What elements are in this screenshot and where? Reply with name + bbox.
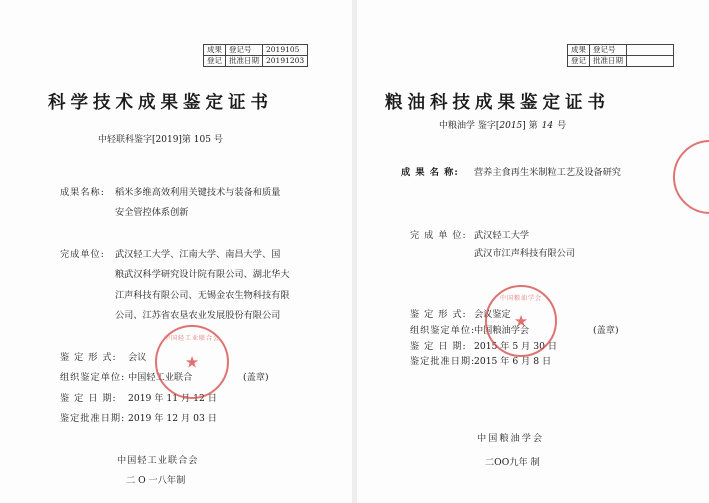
date-label: 鉴 定 日 期: [60, 393, 117, 404]
registration-table [203, 44, 308, 67]
form-label: 鉴 定 形 式: [60, 352, 117, 363]
units-label: 完 成 单 位: [410, 230, 467, 241]
registration-table [567, 44, 674, 67]
table-cell: 20191203 [263, 56, 308, 67]
table-row [568, 56, 674, 67]
approve-date-value: 2019 年 12 月 03 日 [128, 413, 217, 424]
org-label: 组织鉴定单位: [410, 325, 476, 336]
star-icon: ★ [513, 311, 529, 331]
seal-text: 中国粮油学会 [499, 295, 542, 302]
seal-note: (盖章) [593, 325, 619, 336]
issue-year: 二 O 一八年制 [126, 475, 186, 486]
issuer: 中国轻工业联合会 [117, 455, 199, 466]
achievement-label: 成 果 名 称: [401, 167, 459, 178]
star-icon: ★ [184, 352, 200, 372]
approve-date-label: 鉴定批准日期: [60, 413, 126, 424]
document-number [439, 118, 566, 131]
org-label: 组织鉴定单位: [60, 372, 126, 383]
units-line-3: 江声科技有限公司、无锡金农生物科技有限 [115, 290, 290, 301]
unit-2: 武汉市江声科技有限公司 [474, 248, 576, 259]
doc-suffix: 号 [557, 121, 567, 131]
doc-prefix: 中粮油学 鉴字[ [439, 121, 500, 131]
table-row [204, 45, 308, 56]
certificate-title: 粮油科技成果鉴定证书 [385, 93, 610, 113]
table-cell [627, 56, 674, 67]
table-row [204, 56, 308, 67]
table-cell: 成果 [204, 45, 226, 56]
table-cell: 批准日期 [226, 56, 263, 67]
table-cell: 2019105 [263, 45, 308, 56]
units-line-1: 武汉轻工大学、江南大学、南昌大学、国 [115, 249, 281, 260]
certificate-title: 科学技术成果鉴定证书 [48, 93, 273, 113]
achievement-value: 营养主食再生米制粒工艺及设备研究 [474, 167, 621, 178]
left-certificate-page [0, 0, 352, 503]
table-cell: 成果 [568, 45, 590, 56]
units-label: 完成单位: [60, 249, 105, 260]
form-label: 鉴 定 形 式: [410, 309, 467, 320]
table-cell: 登记 [568, 56, 590, 67]
doc-mid: ] 第 [522, 121, 538, 131]
table-cell [627, 45, 674, 56]
document-number: 中轻联科鉴字[2019]第 105 号 [98, 135, 223, 145]
approve-date-value: 2015 年 6 月 8 日 [474, 356, 552, 367]
table-cell: 登记 [204, 56, 226, 67]
org-value: 中国轻工业联合 [128, 372, 193, 383]
table-cell: 批准日期 [590, 56, 627, 67]
achievement-label: 成果名称: [60, 187, 105, 198]
approve-date-label: 鉴定批准日期: [410, 356, 476, 367]
date-value: 2015 年 5 月 30 日 [474, 341, 558, 352]
form-value: 会议鉴定 [474, 309, 511, 320]
partial-seal [673, 140, 709, 214]
date-value: 2019 年 11 月 12 日 [128, 393, 217, 404]
seal-note: (盖章) [243, 372, 269, 383]
issue-year: 二OO九年 制 [485, 457, 540, 468]
unit-1: 武汉轻工大学 [474, 230, 530, 241]
table-cell: 登记号 [590, 45, 627, 56]
units-line-4: 公司、江苏省农垦农业发展股份有限公司 [115, 310, 281, 321]
doc-num: 14 [541, 121, 554, 131]
seal-text: 中国轻工业联合会 [163, 335, 220, 342]
table-cell: 登记号 [226, 45, 263, 56]
date-label: 鉴 定 日 期: [410, 341, 467, 352]
doc-year: 2015 [499, 121, 523, 131]
right-certificate-page [357, 0, 709, 503]
achievement-line-2: 安全管控体系创新 [115, 207, 189, 218]
achievement-line-1: 稻米多维高效利用关键技术与装备和质量 [115, 187, 281, 198]
table-row [568, 45, 674, 56]
org-value: 中国粮油学会 [474, 325, 530, 336]
issuer: 中国粮油学会 [477, 433, 545, 444]
units-line-2: 粮武汉科学研究设计院有限公司、湖北华大 [115, 269, 290, 280]
form-value: 会议 [128, 352, 147, 363]
official-seal [155, 325, 229, 399]
official-seal [485, 285, 557, 357]
